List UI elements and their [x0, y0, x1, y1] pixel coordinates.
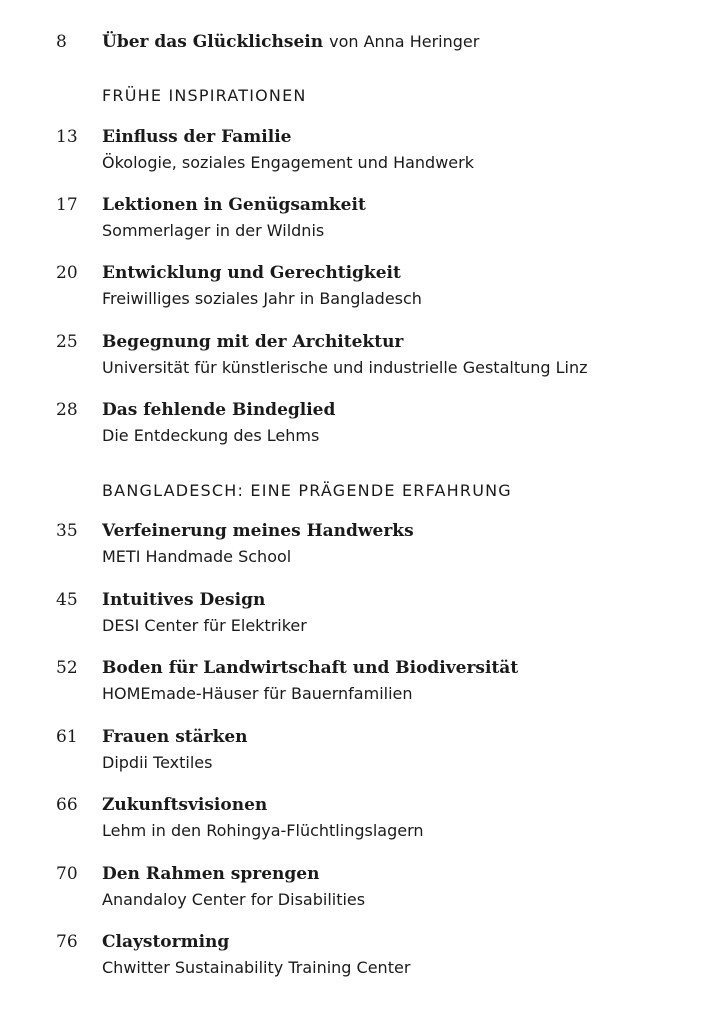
- entry-title: Das fehlende Bindeglied: [102, 400, 336, 420]
- entry-title: Frauen stärken: [102, 727, 248, 747]
- page-number: 66: [56, 795, 78, 815]
- entry-title: [102, 31, 479, 53]
- page-number: 76: [56, 932, 78, 952]
- section-heading: BANGLADESCH: EINE PRÄGENDE ERFAHRUNG: [102, 481, 512, 500]
- page-number: 17: [56, 195, 78, 215]
- page-number: 13: [56, 127, 78, 147]
- entry-title: Verfeinerung meines Handwerks: [102, 521, 414, 541]
- entry-subtitle: Anandaloy Center for Disabilities: [102, 890, 366, 909]
- entry-subtitle: Sommerlager in der Wildnis: [102, 221, 325, 240]
- entry-title: Einfluss der Familie: [102, 127, 292, 147]
- page-number: 45: [56, 590, 78, 610]
- page-number: 20: [56, 263, 78, 283]
- entry-subtitle: Lehm in den Rohingya-Flüchtlingslagern: [102, 821, 424, 840]
- page-number: 61: [56, 727, 78, 747]
- entry-subtitle: DESI Center für Elektriker: [102, 616, 307, 635]
- page-number: 52: [56, 658, 78, 678]
- entry-subtitle: Universität für künstlerische und industrielle Gestaltung Linz: [102, 358, 588, 377]
- page-number: 35: [56, 521, 78, 541]
- page-number: 25: [56, 332, 78, 352]
- entry-title: Zukunftsvisionen: [102, 795, 268, 815]
- entry-title: Lektionen in Genügsamkeit: [102, 195, 366, 215]
- entry-subtitle: Die Entdeckung des Lehms: [102, 426, 320, 445]
- entry-title-text: Über das Glücklichsein: [102, 32, 324, 52]
- entry-subtitle: HOMEmade-Häuser für Bauernfamilien: [102, 684, 413, 703]
- entry-title: Boden für Landwirtschaft und Biodiversität: [102, 658, 519, 678]
- page-number: 70: [56, 864, 78, 884]
- entry-subtitle: Dipdii Textiles: [102, 753, 213, 772]
- entry-title: Claystorming: [102, 932, 230, 952]
- entry-title: Intuitives Design: [102, 590, 266, 610]
- page-number: 28: [56, 400, 78, 420]
- entry-subtitle: Chwitter Sustainability Training Center: [102, 958, 411, 977]
- entry-subtitle: METI Handmade School: [102, 547, 292, 566]
- entry-title: Begegnung mit der Architektur: [102, 332, 404, 352]
- entry-title: Den Rahmen sprengen: [102, 864, 320, 884]
- entry-subtitle: Ökologie, soziales Engagement und Handwerk: [102, 153, 474, 172]
- entry-title: Entwicklung und Gerechtigkeit: [102, 263, 401, 283]
- section-heading: FRÜHE INSPIRATIONEN: [102, 86, 307, 105]
- page-number: 8: [56, 32, 67, 52]
- entry-subtitle: Freiwilliges soziales Jahr in Bangladesch: [102, 289, 422, 308]
- entry-author: von Anna Heringer: [329, 32, 480, 51]
